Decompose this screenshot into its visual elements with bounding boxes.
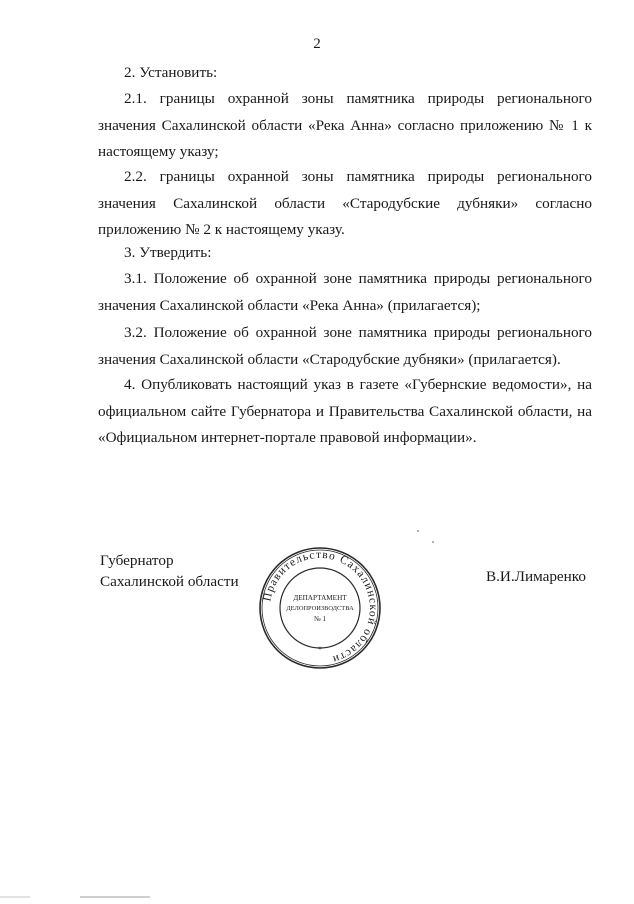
svg-text:*: * xyxy=(318,645,322,654)
seal-center-line2: ДЕЛОПРОИЗВОДСТВА xyxy=(286,605,354,612)
scan-edge-mark xyxy=(0,896,30,898)
signatory-name: В.И.Лимаренко xyxy=(485,568,586,585)
seal-center-line1: ДЕПАРТАМЕНТ xyxy=(293,594,347,602)
signatory-position-line2: Сахалинской области xyxy=(100,573,239,590)
paragraph-3-2: 3.2. Положение об охранной зоне памятника природы регионального значения Сахалинской области «Стародубские дубняки» (прилагается). xyxy=(98,324,592,368)
paragraph-4: 4. Опубликовать настоящий указ в газете «Губернские ведомости», на официальном сайте Губернатора и Правительства Сахалинской области, на «Официальном интернет-портале правовой информации». xyxy=(98,376,592,446)
paragraph-3: 3. Утвердить: xyxy=(124,244,212,261)
paragraph-2-1: 2.1. границы охранной зоны памятника природы регионального значения Сахалинской области «Река Анна» согласно приложению № 1 к настоящему указу; xyxy=(98,90,592,160)
scan-speck xyxy=(432,541,434,543)
signatory-position-line1: Губернатор xyxy=(100,552,174,569)
paragraph-2-2: 2.2. границы охранной зоны памятника природы регионального значения Сахалинской области «Стародубские дубняки» согласно приложению № 2 к настоящему указу. xyxy=(98,168,592,238)
signatory-position xyxy=(100,550,239,592)
page-number: 2 xyxy=(313,36,321,52)
seal-ring-text: Правительство Сахалинской области xyxy=(261,548,380,666)
official-seal xyxy=(258,546,382,670)
paragraph-3-1: 3.1. Положение об охранной зоне памятника природы регионального значения Сахалинской области «Река Анна» (прилагается); xyxy=(98,270,592,314)
scan-edge-mark xyxy=(80,896,150,898)
paragraph-2: 2. Установить: xyxy=(124,64,218,81)
scan-speck xyxy=(417,530,419,532)
seal-center-line3: № 1 xyxy=(313,615,327,623)
seal-graphic xyxy=(258,546,382,670)
